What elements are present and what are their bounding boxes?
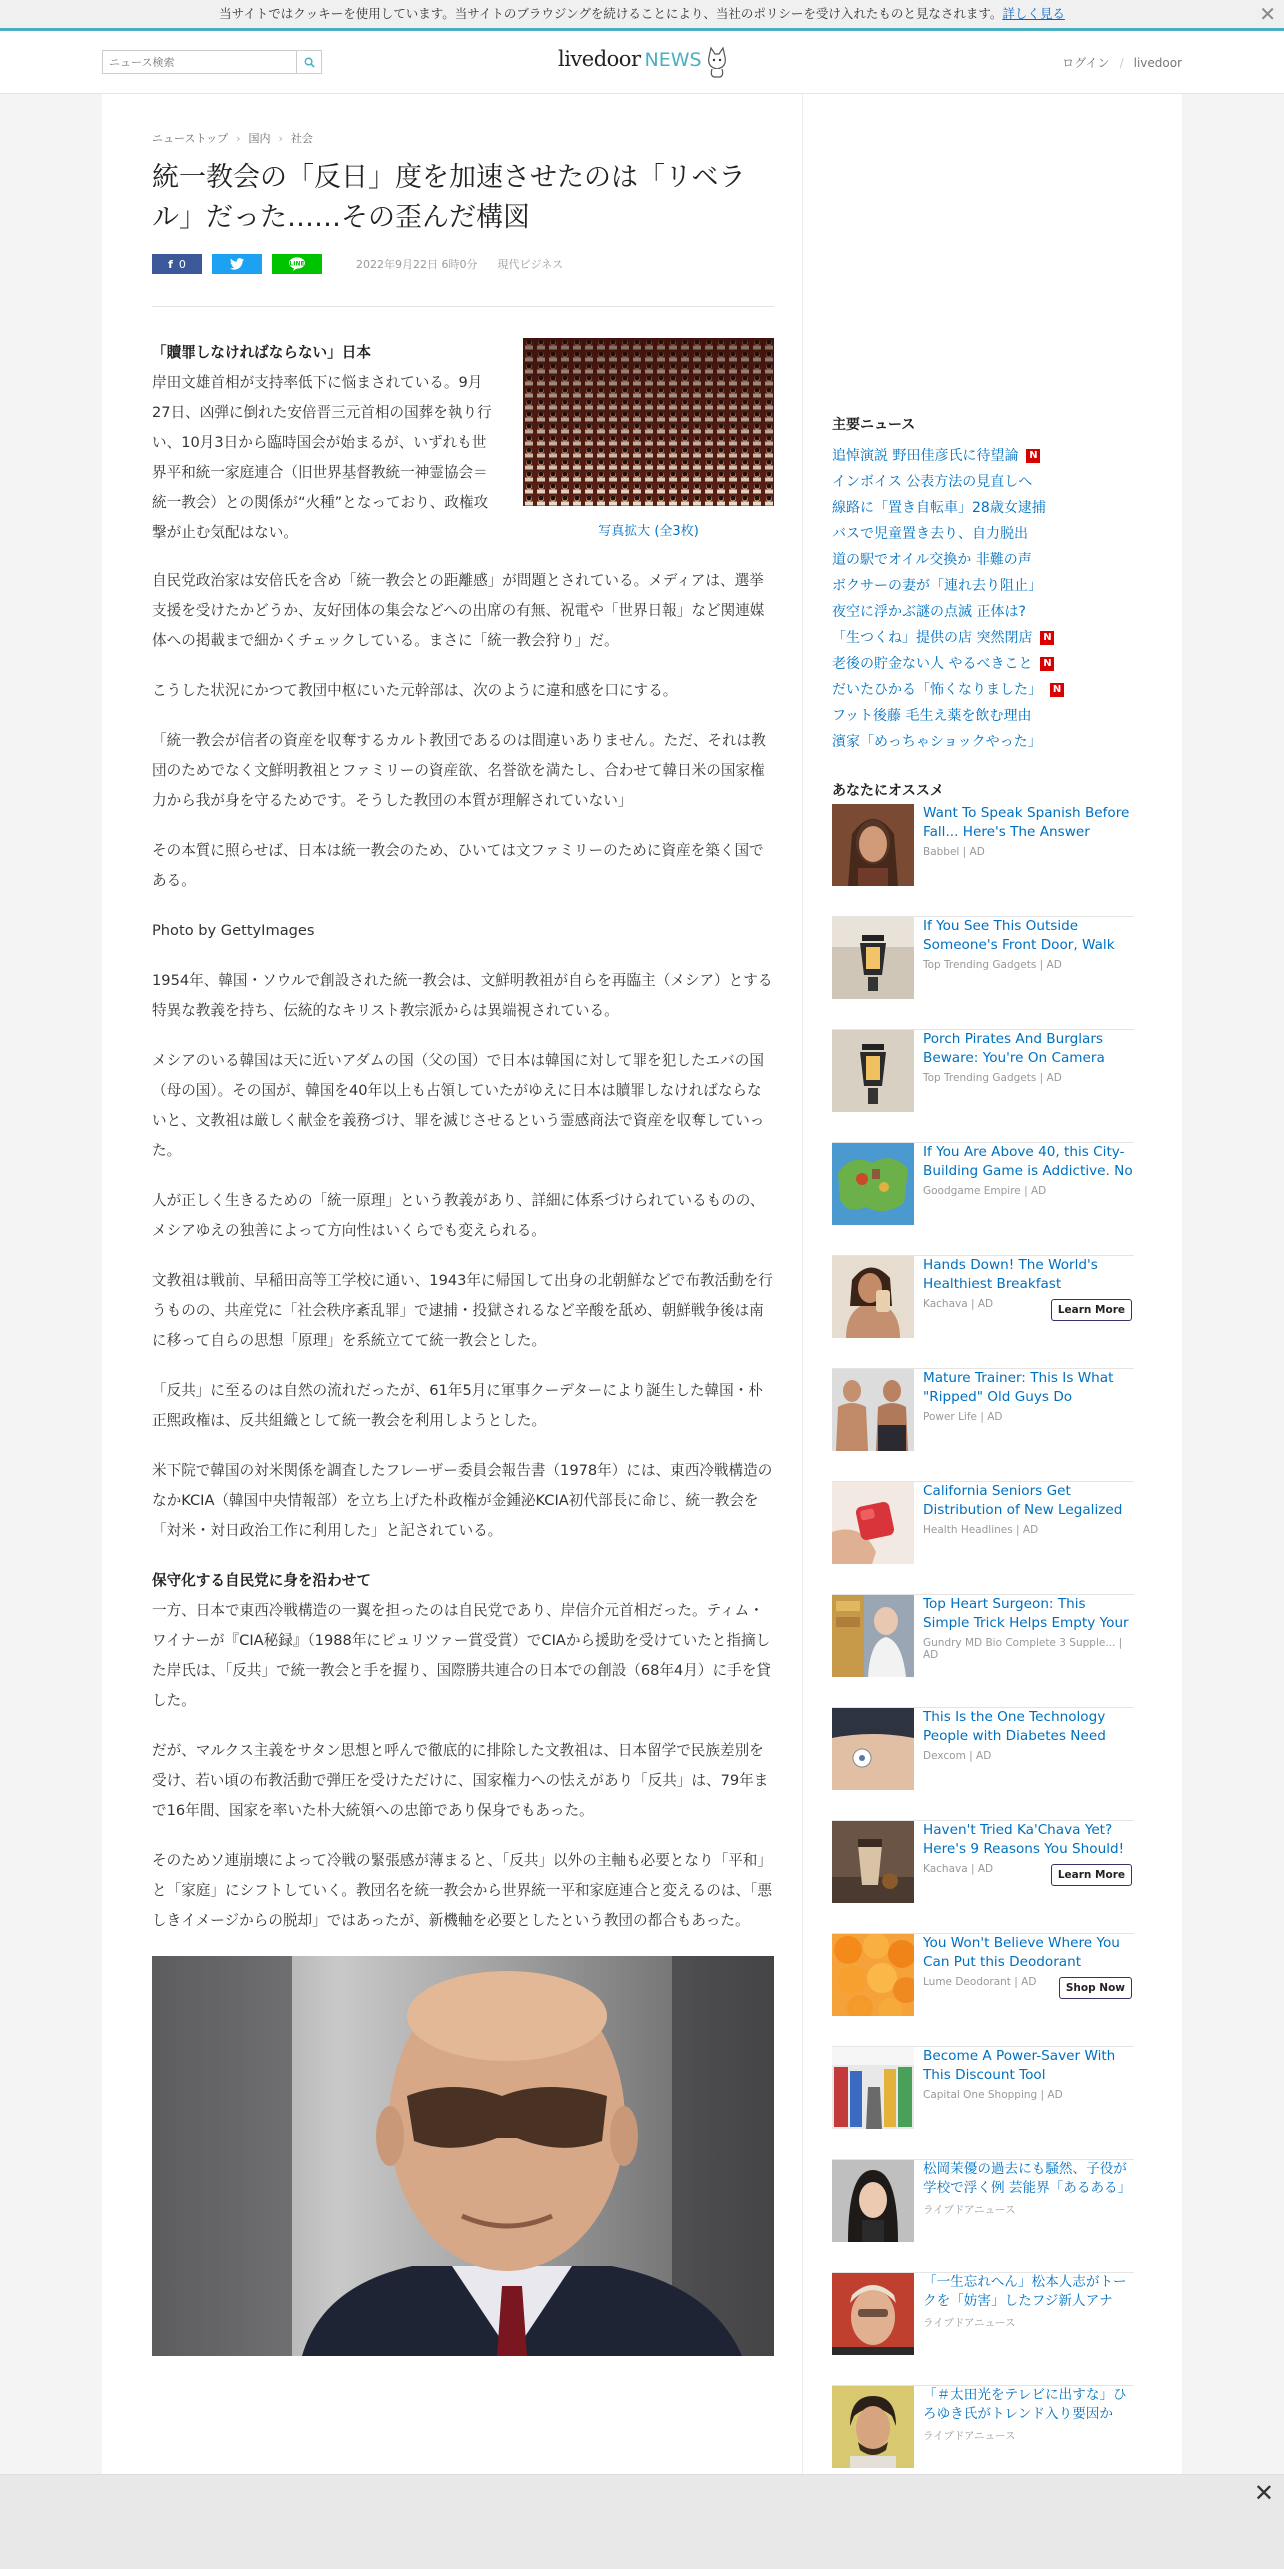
recommend-source: Top Trending Gadgets | AD: [923, 959, 1062, 971]
article-paragraph: 「統一教会が信者の資産を収奪するカルト教団であるのは間違いありません。ただ、それは教団のためでなく文鮮明教祖とファミリーの資産欲、名誉欲を満たし、合わせて韓日米の国家権力から我が身を守るためです。そうした教団の本質が理解されていない」: [152, 732, 766, 809]
recommend-item[interactable]: [832, 1030, 1134, 1143]
article-paragraph: その本質に照らせば、日本は統一教会のため、ひいては文ファミリーのために資産を築く国である。: [152, 842, 764, 889]
recommend-thumbnail: [832, 1369, 914, 1451]
chevron-right-icon: ›: [278, 132, 283, 145]
article-meta: [356, 256, 563, 272]
recommend-item[interactable]: [832, 804, 1134, 917]
mascot-logo-icon: [704, 43, 730, 79]
logo-news: NEWS: [644, 49, 702, 71]
recommend-title-text[interactable]: Porch Pirates And Burglars Beware: You're On Camera: [923, 1031, 1105, 1066]
divider: [152, 306, 774, 307]
article-paragraph: 人が正しく生きるための「統一原理」という教義があり、詳細に体系づけられているものの、メシアゆえの独善によって方向性はいくらでも変えられる。: [152, 1192, 765, 1239]
main-news-item[interactable]: [832, 651, 1134, 677]
recommend-thumbnail: [832, 1030, 914, 1112]
search-button[interactable]: [296, 51, 321, 73]
recommend-item[interactable]: [832, 917, 1134, 1030]
source-link[interactable]: 現代ビジネス: [497, 258, 564, 271]
main-news-link[interactable]: 「生つくね」提供の店 突然閉店: [832, 630, 1033, 646]
recommend-thumbnail: [832, 1256, 914, 1338]
site-header: [0, 31, 1284, 94]
photo-credit: Photo by GettyImages: [152, 922, 315, 939]
recommend-title-text[interactable]: This Is the One Technology People with Diabetes Need: [923, 1709, 1106, 1744]
line-share-button[interactable]: [272, 254, 322, 274]
recommend-source: Kachava | AD: [923, 1863, 994, 1875]
recommend-thumbnail: [832, 2386, 914, 2468]
new-badge: N: [1050, 683, 1064, 697]
recommend-item[interactable]: [832, 1482, 1134, 1595]
recommend-thumbnail: [832, 804, 914, 886]
header-divider: /: [1119, 56, 1124, 70]
recommend-title-text[interactable]: Top Heart Surgeon: This Simple Trick Helps Empty Your: [923, 1596, 1129, 1631]
close-icon[interactable]: ✕: [1253, 2479, 1274, 2507]
section-heading: 「贖罪しなければならない」日本: [152, 344, 371, 361]
twitter-icon: [230, 258, 244, 270]
article-paragraph: だが、マルクス主義をサタン思想と呼んで徹底的に排除した文教祖は、日本留学で民族差別を受け、若い頃の布教活動で弾圧を受けただけに、国家権力への怯えがあり「反共」は、79年まで16年間、国家を率いた朴大統領への忠節であり保身でもあった。: [152, 1742, 769, 1819]
login-link[interactable]: ログイン: [1062, 56, 1110, 70]
main-news-item[interactable]: [832, 677, 1134, 703]
recommend-title-text[interactable]: 「一生忘れへん」松本人志がトークを「妨害」したフジ新人アナ: [923, 2274, 1127, 2309]
main-news-item[interactable]: [832, 573, 1134, 599]
recommend-thumbnail: [832, 1595, 914, 1677]
recommend-item[interactable]: [832, 1934, 1134, 2047]
recommend-source: Lume Deodorant | AD: [923, 1976, 1037, 1988]
facebook-icon: f: [168, 257, 173, 271]
recommend-source: Top Trending Gadgets | AD: [923, 1072, 1062, 1084]
chevron-right-icon: ›: [236, 132, 241, 145]
article-paragraph: 米下院で韓国の対米関係を調査したフレーザー委員会報告書（1978年）には、東西冷戦構造のなかKCIA（韓国中央情報部）を立ち上げた朴政権が金鍾泌KCIA初代部長に命じ、統一教会を「対米・対日政治工作に利用した」と記されている。: [152, 1462, 773, 1539]
portrait-photo[interactable]: [152, 1956, 774, 2356]
recommend-item[interactable]: [832, 2047, 1134, 2160]
article-body: [152, 338, 774, 2356]
recommend-title-text[interactable]: If You Are Above 40, this City-Building Game is Addictive. No: [923, 1144, 1133, 1179]
main-news-item[interactable]: [832, 547, 1134, 573]
share-bar: [152, 254, 563, 274]
main-news-link[interactable]: 夜空に浮かぶ謎の点滅 正体は?: [832, 604, 1026, 620]
recommend-source: ライブドアニュース: [923, 2317, 1016, 2329]
recommend-title-text[interactable]: Want To Speak Spanish Before Fall... Here's The Answer: [923, 805, 1130, 840]
article-paragraph: 文教祖は戦前、早稲田高等工学校に通い、1943年に帰国して出身の北朝鮮などで布教活動を行うものの、共産党に「社会秩序紊乱罪」で逮捕・投獄されるなど辛酸を舐め、朝鮮戦争後は南に移って自らの思想「原理」を系統立てて統一教会とした。: [152, 1272, 773, 1349]
article-paragraph: 岸田文雄首相が支持率低下に悩まされている。9月27日、凶弾に倒れた安倍晋三元首相の国葬を執り行い、10月3日から臨時国会が始まるが、いずれも世界平和統一家庭連合（旧世界基督教統一神霊協会＝統一教会）との関係が“火種”となっており、政権攻撃が止む気配はない。: [152, 374, 492, 541]
content-panel: [102, 94, 1182, 2568]
recommend-source: Goodgame Empire | AD: [923, 1185, 1047, 1197]
main-news-link[interactable]: 追悼演説 野田佳彦氏に待望論: [832, 448, 1019, 464]
recommend-title-text[interactable]: 「＃太田光をテレビに出すな」ひろゆき氏がトレンド入り要因か: [923, 2387, 1127, 2422]
main-news-item[interactable]: [832, 469, 1134, 495]
twitter-share-button[interactable]: [212, 254, 262, 274]
svg-text:LINE: LINE: [289, 260, 305, 268]
recommend-thumbnail: [832, 1821, 914, 1903]
main-news-list: [832, 443, 1134, 755]
article-paragraph: 自民党政治家は安倍氏を含め「統一教会との距離感」が問題とされている。メディアは、選挙支援を受けたかどうか、友好団体の集会などへの出席の有無、祝電や「世界日報」など関連媒体への掲載まで細かくチェックしている。まさに「統一教会狩り」だ。: [152, 572, 765, 649]
shop-now-button[interactable]: Shop Now: [1059, 1977, 1132, 1999]
recommend-source: Capital One Shopping | AD: [923, 2089, 1063, 2101]
main-news-link[interactable]: フット後藤 毛生え薬を飲む理由: [832, 708, 1032, 724]
recommend-thumbnail: [832, 1934, 914, 2016]
recommend-source: ライブドアニュース: [923, 2204, 1016, 2216]
recommend-item[interactable]: [832, 1143, 1134, 1256]
search-box: [102, 50, 322, 74]
article-paragraph: 「反共」に至るのは自然の流れだったが、61年5月に軍事クーデターにより誕生した韓国・朴正煕政権は、反共組織として統一教会を利用しようとした。: [152, 1382, 763, 1429]
recommend-source: Health Headlines | AD: [923, 1524, 1039, 1536]
main-news-link[interactable]: 線路に「置き自転車」28歳女逮捕: [832, 500, 1046, 516]
search-input[interactable]: [103, 52, 305, 74]
facebook-share-button[interactable]: [152, 254, 202, 274]
recommend-source: Babbel | AD: [923, 846, 985, 858]
main-news-item[interactable]: [832, 703, 1134, 729]
main-news-link[interactable]: 老後の貯金ない人 やるべきこと: [832, 656, 1033, 672]
new-badge: N: [1026, 449, 1040, 463]
recommend-title-text[interactable]: Haven't Tried Ka'Chava Yet? Here's 9 Reasons You Should!: [923, 1822, 1125, 1857]
new-badge: N: [1040, 631, 1054, 645]
recommend-thumbnail: [832, 2047, 914, 2129]
column-divider: [802, 94, 803, 2568]
main-news-item[interactable]: [832, 729, 1134, 755]
main-news-item[interactable]: [832, 521, 1134, 547]
breadcrumb: [152, 130, 313, 146]
article-title: 統一教会の「反日」度を加速させたのは「リベラル」だった……その歪んだ構図: [152, 162, 746, 233]
main-news-link[interactable]: 道の駅でオイル交換か 非難の声: [832, 552, 1032, 568]
recommend-title-text[interactable]: Hands Down! The World's Healthiest Breakfast: [923, 1257, 1098, 1292]
recommend-item[interactable]: [832, 2273, 1134, 2386]
cookie-text: 当サイトではクッキーを使用しています。当サイトのブラウジングを続けることにより、当社のポリシーを受け入れたものと見なされます。: [219, 6, 1003, 21]
recommend-source: Kachava | AD: [923, 1298, 994, 1310]
main-news-link[interactable]: ボクサーの妻が「連れ去り阻止」: [832, 578, 1042, 594]
main-news-title: 主要ニュース: [832, 417, 916, 433]
article-photo[interactable]: [152, 1956, 774, 2356]
recommend-thumbnail: [832, 2160, 914, 2242]
photo-expand-link[interactable]: 写真拡大 (全3枚): [598, 524, 699, 539]
main-news-link[interactable]: 濱家「めっちゃショックやった」: [832, 734, 1042, 750]
main-news-link[interactable]: だいたひかる「怖くなりました」: [832, 682, 1042, 698]
recommend-title-text[interactable]: If You See This Outside Someone's Front Door, Walk: [923, 918, 1115, 953]
header-links: [1062, 54, 1182, 71]
facebook-count: 0: [178, 257, 186, 271]
recommend-source: Power Life | AD: [923, 1411, 1003, 1423]
main-news-link[interactable]: インボイス 公表方法の見直しへ: [832, 474, 1033, 490]
article-paragraph: そのためソ連崩壊によって冷戦の緊張感が薄まると、「反共」以外の主軸も必要となり「平和」と「家庭」にシフトしていく。教団名を統一教会から世界統一平和家庭連合と変えるのは、「悪しきイメージからの脱却」ではあったが、新機軸を必要としたという教団の都合もあった。: [152, 1852, 772, 1929]
recommend-item[interactable]: [832, 1595, 1134, 1708]
learn-more-button[interactable]: Learn More: [1051, 1299, 1132, 1321]
logo-livedoor: livedoor: [558, 47, 641, 71]
section-heading: 保守化する自民党に身を沿わせて: [152, 1572, 371, 1589]
recommend-title-text[interactable]: California Seniors Get Distribution of New Legalized: [923, 1483, 1123, 1518]
article-paragraph: メシアのいる韓国は天に近いアダムの国（父の国）で日本は韓国に対して罪を犯したエバの国（母の国）。その国が、韓国を40年以上も占領していたがゆえに日本は贖罪しなければならないと、文教祖は厳しく献金を義務づけ、罪を滅じさせるという霊感商法で資産を収奪していった。: [152, 1052, 765, 1159]
main-news-item[interactable]: [832, 495, 1134, 521]
article-paragraph: 一方、日本で東西冷戦構造の一翼を担ったのは自民党であり、岸信介元首相だった。ティム・ワイナーが『CIA秘録』（1988年にピュリツァー賞受賞）でCIAから援助を受けていたと指摘した岸氏は、「反共」で統一教会と手を握り、国際勝共連合の日本での創設（68年4月）に手を貸した。: [152, 1602, 771, 1709]
recommend-item[interactable]: [832, 2160, 1134, 2273]
recommend-source: Dexcom | AD: [923, 1750, 992, 1762]
recommend-title-text[interactable]: You Won't Believe Where You Can Put this Deodorant: [923, 1935, 1120, 1970]
lead-block: [152, 338, 497, 548]
recommend-thumbnail: [832, 1708, 914, 1790]
main-news-link[interactable]: バスで児童置き去り、自力脱出: [832, 526, 1028, 542]
bottom-ad-bar: [0, 2474, 1284, 2569]
recommend-item[interactable]: [832, 1708, 1134, 1821]
recommend-source: ライブドアニュース: [923, 2430, 1016, 2442]
main-news-item[interactable]: [832, 443, 1134, 469]
recommend-title-text[interactable]: 松岡茉優の過去にも騒然、子役が学校で浮く例 芸能界「あるある」: [923, 2161, 1132, 2196]
line-icon: [288, 257, 306, 271]
main-news-item[interactable]: [832, 625, 1134, 651]
recommend-title-text[interactable]: Become A Power-Saver With This Discount Tool: [923, 2048, 1116, 2083]
article-paragraph: こうした状況にかつて教団中枢にいた元幹部は、次のように違和感を口にする。: [152, 682, 678, 699]
recommend-thumbnail: [832, 1482, 914, 1564]
breadcrumb-item[interactable]: 社会: [290, 132, 313, 145]
article-paragraph: 1954年、韓国・ソウルで創設された統一教会は、文鮮明教祖が自らを再臨主（メシア）とする特異な教義を持ち、伝統的なキリスト教宗派からは異端視されている。: [152, 972, 773, 1019]
livedoor-link[interactable]: livedoor: [1133, 56, 1182, 70]
recommend-title-text[interactable]: Mature Trainer: This Is What "Ripped" Old Guys Do: [923, 1370, 1114, 1405]
recommend-title: あなたにオススメ: [832, 783, 944, 799]
recommend-source: Gundry MD Bio Complete 3 Supple... | AD: [923, 1637, 1123, 1661]
breadcrumb-item[interactable]: ニューストップ: [152, 132, 229, 145]
recommend-item[interactable]: [832, 1256, 1134, 1369]
site-logo[interactable]: [558, 47, 702, 77]
new-badge: N: [1040, 657, 1054, 671]
breadcrumb-item[interactable]: 国内: [248, 132, 271, 145]
publish-date: 2022年9月22日 6時0分: [356, 258, 478, 271]
recommend-thumbnail: [832, 2273, 914, 2355]
cookie-more-link[interactable]: 詳しく見る: [1002, 6, 1065, 21]
main-news-item[interactable]: [832, 599, 1134, 625]
recommend-thumbnail: [832, 1143, 914, 1225]
recommend-item[interactable]: [832, 1369, 1134, 1482]
recommend-item[interactable]: [832, 1821, 1134, 1934]
search-icon: [304, 57, 315, 68]
recommend-thumbnail: [832, 917, 914, 999]
learn-more-button[interactable]: Learn More: [1051, 1864, 1132, 1886]
cookie-banner: [0, 0, 1284, 31]
cookie-close-icon[interactable]: ✕: [1259, 2, 1276, 26]
